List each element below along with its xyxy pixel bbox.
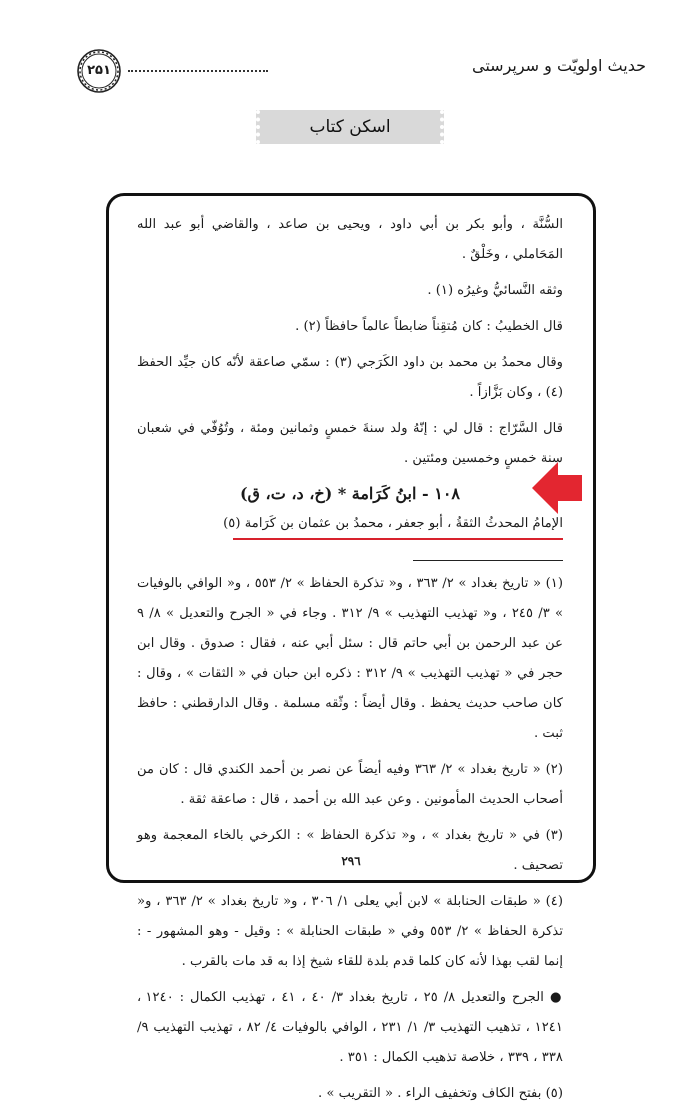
red-arrow-icon <box>532 462 582 514</box>
page-number-badge <box>76 48 122 94</box>
highlight-underline <box>233 538 563 540</box>
footnote: (٥) بفتح الكاف وتخفيف الراء . « التقريب » . <box>317 1086 563 1101</box>
folio-number: ٢٩٦ <box>341 854 361 868</box>
page-header <box>60 48 660 98</box>
body-paragraph: وثقه النَّسائيُّ وغيرُه (١) . <box>427 283 563 298</box>
body-paragraph: وقال محمدُ بن محمد بن داود الكَرَجي (٣) : سمّي صاعقة لأنّه كان جيِّد الحفظ (٤) ، وكان بَزَّازاً . <box>137 355 564 400</box>
page-number: ۲۵۱ <box>87 63 111 78</box>
footnote-divider <box>413 560 563 561</box>
scanned-page-frame <box>106 193 596 1101</box>
entry-subtitle: الإمامُ المحدثُ الثقةُ ، أبو جعفر ، محمدُ بن عثمان بن كَرَامة (٥) <box>223 516 563 531</box>
footnote: (١) « تاريخ بغداد » ٢/ ٣٦٣ ، و« تذكرة الحفاظ » ٢/ ٥٥٣ ، و« الوافي بالوفيات » ٣/ ٢٤٥ ، و« تهذيب التهذيب » ٩/ ٣١٢ . وجاء في « الجرح والتعديل » ٨/ ٩ عن عبد الرحمن بن أبي حاتم قال : سئل أبي عنه ، فقال : صدوق . وقال ابن حجر في « تهذيب التهذيب » ٩/ ٣١٢ : ذكره ابن حبان في « الثقات » ، وقال : كان صاحب حديث يحفظ . وقال أيضاً : وثّقه مسلمة . وقال الدارقطني : حافظ ثبت . <box>137 576 564 741</box>
footnote: (٣) في « تاريخ بغداد » ، و« تذكرة الحفاظ » : الكرخي بالخاء المعجمة وهو تصحيف . <box>137 828 563 873</box>
scan-label: اسکن کتاب <box>256 110 444 144</box>
running-title: حدیث اولویّت و سرپرستی <box>472 56 646 75</box>
body-paragraph: قال السَّرّاج : قال لي : إنّهُ ولد سنةَ خمسٍ وثمانين ومئة ، وتُوُفّي في شعبان سنة خمسٍ وخمسين ومئتين . <box>137 421 563 466</box>
footnote: (٤) « طبقات الحنابلة » لابن أبي يعلى ١/ ٣٠٦ ، و« تاريخ بغداد » ٢/ ٣٦٣ ، و« تذكرة الحفاظ » ٢/ ٥٥٣ وفي « طبقات الحنابلة » : وقيل - وهو المشهور - : إنما لقب بهذا لأنه كان كلما قدم بلدة للقاء شيخ إذا به قد مات بالقرب . <box>137 894 564 969</box>
footnote: ● الجرح والتعديل ٨/ ٢٥ ، تاريخ بغداد ٣/ ٤٠ ، ٤١ ، تهذيب الكمال : ١٢٤٠ ، ١٢٤١ ، تذهيب التهذيب ٣/ ١/ ٢٣١ ، الوافي بالوفيات ٤/ ٨٢ ، تهذيب التهذيب ٩/ ٣٣٨ ، ٣٣٩ ، خلاصة تذهيب الكمال : ٣٥١ . <box>137 990 564 1065</box>
body-paragraph: قال الخطيبُ : كان مُتقِناً ضابطاً عالماً حافظاً (٢) . <box>295 319 563 334</box>
header-divider <box>128 70 268 72</box>
entry-title: ١٠٨ - ابنُ كَرَامة * (خ، د، ت، ق) <box>239 484 461 503</box>
footnote: (٢) « تاريخ بغداد » ٢/ ٣٦٣ وفيه أيضاً عن نصر بن أحمد الكندي قال : كان من أصحاب الحديث المأمونين . وعن عبد الله بن أحمد ، قال : صاعقة ثقة . <box>137 762 563 807</box>
scanned-page-body <box>137 210 563 1109</box>
body-paragraph: السُّنَّة ، وأبو بكر بن أبي داود ، ويحيى بن صاعد ، والقاضي أبو عبد الله المَحَاملي ، وخَلْقٌ . <box>137 217 563 262</box>
